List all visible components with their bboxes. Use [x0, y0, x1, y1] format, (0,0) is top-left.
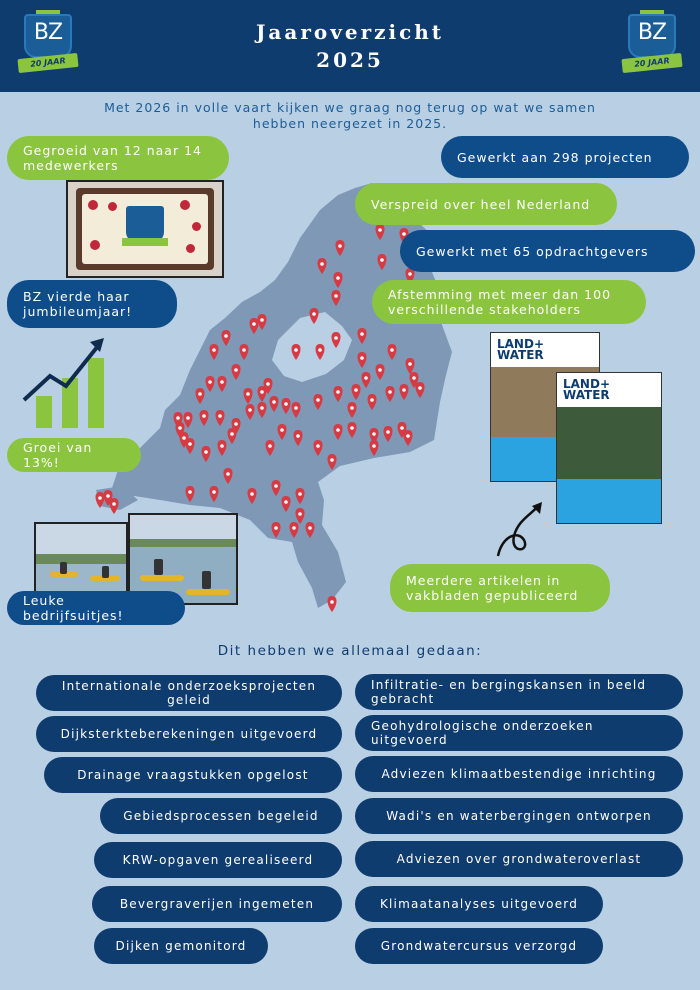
location-pin-dot: [402, 388, 406, 392]
location-pin-dot: [250, 492, 254, 496]
activity-right-7: Grondwatercursus verzorgd: [355, 928, 603, 964]
activity-left-3: Drainage vraagstukken opgelost: [44, 757, 342, 793]
location-pin-dot: [408, 272, 412, 276]
activity-left-2: Dijksterkteberekeningen uitgevoerd: [36, 716, 342, 752]
location-pin-dot: [316, 398, 320, 402]
logo-text: BZ: [33, 20, 63, 45]
location-pin-dot: [178, 426, 182, 430]
location-pin-dot: [388, 390, 392, 394]
location-pin-dot: [260, 406, 264, 410]
location-pin-dot: [284, 500, 288, 504]
activity-right-2: Geohydrologische onderzoeken uitgevoerd: [355, 715, 683, 751]
magazine-cover-2: [556, 372, 662, 524]
activity-left-6: Bevergraverijen ingemeten: [92, 886, 342, 922]
location-pin-dot: [330, 458, 334, 462]
location-pin-dot: [260, 318, 264, 322]
growth-text: Groei van 13%!: [23, 440, 93, 470]
location-pin-dot: [360, 356, 364, 360]
location-pin-dot: [268, 444, 272, 448]
activities-title: Dit hebben we allemaal gedaan:: [217, 643, 483, 659]
employees-text: Gegroeid van 12 naar 14 medewerkers: [23, 143, 202, 173]
page-year: 2025: [316, 48, 384, 72]
clients-text: Gewerkt met 65 opdrachtgevers: [416, 243, 649, 259]
location-pin-icon: [110, 498, 119, 514]
location-pin-dot: [208, 380, 212, 384]
magazine-title-1: LAND+: [497, 337, 544, 351]
location-pin-dot: [360, 332, 364, 336]
location-pin-dot: [242, 348, 246, 352]
location-pin-dot: [412, 376, 416, 380]
location-pin-dot: [176, 416, 180, 420]
location-pin-dot: [246, 392, 250, 396]
location-pin-dot: [336, 428, 340, 432]
magazine-title-2: WATER: [563, 388, 610, 402]
activity-right-5: Adviezen over grondwateroverlast: [355, 841, 683, 877]
articles-pill: [390, 564, 610, 612]
location-pin-dot: [226, 472, 230, 476]
activity-right-6: Klimaatanalyses uitgevoerd: [355, 886, 603, 922]
location-pin-dot: [370, 398, 374, 402]
activity-left-4: Gebiedsprocessen begeleid: [100, 798, 342, 834]
spread-text: Verspreid over heel Nederland: [371, 196, 591, 212]
jubilee-text: BZ vierde haar jumbileumjaar!: [23, 289, 133, 319]
location-pin-dot: [350, 406, 354, 410]
location-pin-dot: [198, 392, 202, 396]
location-pin-dot: [248, 408, 252, 412]
location-pin-dot: [378, 228, 382, 232]
growth-pill: [7, 438, 141, 472]
activity-right-3: Adviezen klimaatbestendige inrichting: [355, 756, 683, 792]
location-pin-dot: [372, 444, 376, 448]
jubilee-pill: [7, 280, 177, 328]
activity-left-7: Dijken gemonitord: [94, 928, 268, 964]
location-pin-dot: [312, 312, 316, 316]
location-pin-dot: [272, 400, 276, 404]
location-pin-dot: [386, 430, 390, 434]
location-pin-dot: [380, 258, 384, 262]
location-pin-dot: [364, 376, 368, 380]
location-pin-dot: [318, 348, 322, 352]
location-pin-dot: [266, 382, 270, 386]
location-pin-dot: [316, 444, 320, 448]
location-pin-dot: [212, 348, 216, 352]
location-pin-dot: [280, 428, 284, 432]
location-pin-dot: [296, 434, 300, 438]
location-pin-dot: [274, 526, 278, 530]
location-pin-dot: [224, 334, 228, 338]
location-pin-dot: [294, 348, 298, 352]
magazine-title-1: LAND+: [563, 377, 610, 391]
location-pin-dot: [334, 294, 338, 298]
location-pin-dot: [292, 526, 296, 530]
outings-pill: [7, 591, 185, 625]
location-pin-dot: [220, 380, 224, 384]
growth-chart-icon: [20, 330, 110, 430]
location-pin-dot: [252, 322, 256, 326]
location-pin-dot: [98, 496, 102, 500]
page-title: Jaaroverzicht: [255, 20, 445, 44]
cake-photo: [66, 180, 224, 278]
location-pin-icon: [328, 596, 337, 612]
location-pin-dot: [336, 276, 340, 280]
location-pin-dot: [298, 512, 302, 516]
spread-pill: [355, 183, 617, 225]
location-pin-dot: [274, 484, 278, 488]
location-pin-dot: [378, 368, 382, 372]
location-pin-dot: [298, 492, 302, 496]
projects-text: Gewerkt aan 298 projecten: [457, 149, 653, 165]
location-pin-dot: [418, 386, 422, 390]
articles-text: Meerdere artikelen in vakbladen gepubliceerd: [406, 573, 579, 603]
location-pin-dot: [202, 414, 206, 418]
intro-text: Met 2026 in volle vaart kijken we graag nog terug op wat we samen hebben neergezet in 2025.: [104, 100, 596, 131]
stakeholders-pill: [372, 280, 646, 324]
location-pin-dot: [112, 502, 116, 506]
location-pin-dot: [230, 432, 234, 436]
location-pin-dot: [334, 336, 338, 340]
location-pin-dot: [330, 600, 334, 604]
location-pin-dot: [212, 490, 216, 494]
curly-arrow-icon: [488, 500, 548, 560]
outings-text: Leuke bedrijfsuitjes!: [23, 593, 124, 623]
location-pin-dot: [186, 416, 190, 420]
location-pin-dot: [400, 426, 404, 430]
location-pin-dot: [284, 402, 288, 406]
clients-pill: [400, 230, 695, 272]
location-pin-dot: [320, 262, 324, 266]
location-pin-dot: [390, 348, 394, 352]
location-pin-dot: [234, 368, 238, 372]
location-pin-dot: [350, 426, 354, 430]
location-pin-dot: [182, 436, 186, 440]
location-pin-dot: [220, 444, 224, 448]
location-pin-dot: [260, 390, 264, 394]
location-pin-dot: [308, 526, 312, 530]
stakeholders-text: Afstemming met meer dan 100 verschillende stakeholders: [388, 287, 612, 317]
employees-pill: [7, 136, 229, 180]
location-pin-dot: [188, 442, 192, 446]
kayak-photo-1: [34, 522, 128, 594]
location-pin-dot: [336, 390, 340, 394]
location-pin-dot: [106, 494, 110, 498]
activity-right-1: Infiltratie- en bergingskansen in beeld gebracht: [355, 674, 683, 710]
logo-ribbon: 20 JAAR: [17, 53, 78, 73]
activity-left-5: KRW-opgaven gerealiseerd: [94, 842, 342, 878]
location-pin-dot: [354, 388, 358, 392]
location-pin-dot: [204, 450, 208, 454]
location-pin-dot: [338, 244, 342, 248]
logo-text: BZ: [637, 20, 667, 45]
activity-left-1: Internationale onderzoeksprojecten geleid: [36, 675, 342, 711]
location-pin-dot: [294, 406, 298, 410]
logo-ribbon: 20 JAAR: [621, 53, 682, 73]
location-pin-dot: [218, 414, 222, 418]
projects-pill: [441, 136, 689, 178]
location-pin-dot: [188, 490, 192, 494]
magazine-title-2: WATER: [497, 348, 544, 362]
location-pin-dot: [406, 434, 410, 438]
location-pin-dot: [234, 422, 238, 426]
location-pin-dot: [408, 362, 412, 366]
location-pin-dot: [372, 432, 376, 436]
activity-right-4: Wadi's en waterbergingen ontworpen: [355, 798, 683, 834]
